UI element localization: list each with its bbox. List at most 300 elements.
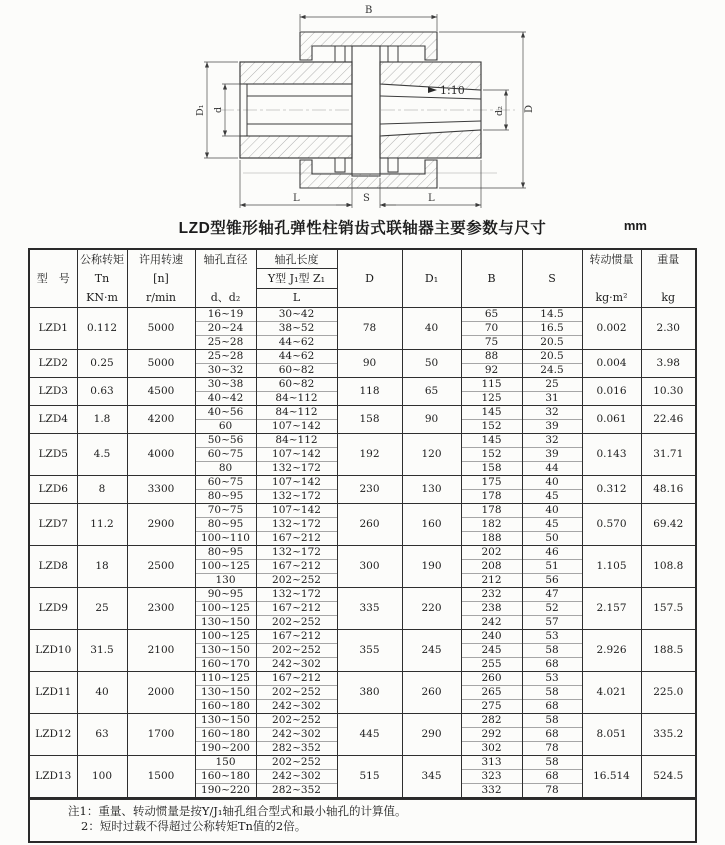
cell-S: 24.5: [522, 364, 582, 378]
note-2: 2：短时过载不得超过公称转矩Tn值的2倍。: [81, 819, 307, 833]
header-S: S: [522, 249, 582, 308]
cell-B: 332: [461, 784, 522, 799]
cell-model: LZD7: [29, 504, 77, 546]
cell-bore-diameter: 100~125: [195, 630, 256, 644]
cell-S: 14.5: [522, 308, 582, 322]
cell-inertia: 0.016: [582, 378, 641, 406]
cell-torque: 4.5: [77, 434, 127, 476]
header-inertia-line1: 转动惯量: [589, 253, 634, 266]
cell-model: LZD8: [29, 546, 77, 588]
cell-S: 58: [522, 686, 582, 700]
cell-bore-length: 132~172: [256, 588, 337, 602]
table-row: [29, 504, 696, 518]
cell-bore-diameter: 100~110: [195, 532, 256, 546]
header-speed-line2: [n]: [153, 272, 169, 285]
cell-bore-diameter: 60: [195, 420, 256, 434]
table-row: [29, 672, 696, 686]
coupling-section-drawing: [0, 0, 725, 212]
cell-S: 50: [522, 532, 582, 546]
cell-torque: 11.2: [77, 504, 127, 546]
cell-bore-diameter: 160~170: [195, 658, 256, 672]
note-1: 注1：重量、转动惯量是按Y/J₁轴孔组合型式和最小轴孔的计算值。: [68, 804, 407, 818]
header-bore-length: [256, 249, 337, 308]
cell-weight: 22.46: [641, 406, 696, 434]
cell-D: 78: [337, 308, 402, 350]
cell-bore-diameter: 70~75: [195, 504, 256, 518]
cell-B: 232: [461, 588, 522, 602]
table-row: [29, 588, 696, 602]
cell-D: 158: [337, 406, 402, 434]
cell-weight: 48.16: [641, 476, 696, 504]
cell-inertia: 0.143: [582, 434, 641, 476]
cell-speed: 1500: [127, 756, 195, 799]
cell-B: 70: [461, 322, 522, 336]
cell-bore-diameter: 190~200: [195, 742, 256, 756]
cell-bore-diameter: 16~19: [195, 308, 256, 322]
table-row: [29, 476, 696, 490]
spec-table: [28, 248, 697, 799]
table-header: [29, 249, 696, 308]
cell-bore-length: 242~302: [256, 700, 337, 714]
table-row: [29, 714, 696, 728]
header-torque-line1: 公称转矩: [80, 253, 124, 266]
table-row: [29, 630, 696, 644]
right-bore-keyline-top: [380, 96, 481, 99]
cell-S: 53: [522, 630, 582, 644]
cell-B: 238: [461, 602, 522, 616]
cell-D: 192: [337, 434, 402, 476]
cell-S: 52: [522, 602, 582, 616]
cell-torque: 1.8: [77, 406, 127, 434]
cell-bore-diameter: 150: [195, 756, 256, 770]
cell-B: 75: [461, 336, 522, 350]
cell-bore-length: 132~172: [256, 490, 337, 504]
cell-D1: 290: [402, 714, 461, 756]
cell-inertia: 0.312: [582, 476, 641, 504]
cell-bore-diameter: 160~180: [195, 700, 256, 714]
cell-weight: 188.5: [641, 630, 696, 672]
cell-bore-length: 167~212: [256, 630, 337, 644]
cell-speed: 5000: [127, 350, 195, 378]
header-speed: [127, 249, 195, 308]
cell-bore-diameter: 20~24: [195, 322, 256, 336]
cell-speed: 1700: [127, 714, 195, 756]
cell-S: 68: [522, 700, 582, 714]
cell-bore-diameter: 25~28: [195, 336, 256, 350]
cell-speed: 4500: [127, 378, 195, 406]
cell-B: 88: [461, 350, 522, 364]
cell-B: 92: [461, 364, 522, 378]
cell-speed: 2900: [127, 504, 195, 546]
cell-weight: 524.5: [641, 756, 696, 799]
cell-bore-diameter: 160~180: [195, 728, 256, 742]
cell-S: 51: [522, 560, 582, 574]
cell-S: 45: [522, 518, 582, 532]
header-bore-diameter: [195, 249, 256, 308]
pin-tail-left: [335, 158, 345, 172]
cell-bore-length: 44~62: [256, 336, 337, 350]
cell-D1: 50: [402, 350, 461, 378]
dim-L-left-label: L: [293, 193, 300, 204]
cell-inertia: 0.061: [582, 406, 641, 434]
cell-D1: 245: [402, 630, 461, 672]
cell-bore-length: 44~62: [256, 350, 337, 364]
cell-bore-diameter: 40~42: [195, 392, 256, 406]
header-torque: [77, 249, 127, 308]
cell-D: 335: [337, 588, 402, 630]
cell-S: 78: [522, 742, 582, 756]
cell-inertia: 8.051: [582, 714, 641, 756]
cell-D1: 220: [402, 588, 461, 630]
cell-S: 25: [522, 378, 582, 392]
dim-B-label: B: [365, 5, 373, 16]
cell-bore-length: 30~42: [256, 308, 337, 322]
cell-model: LZD11: [29, 672, 77, 714]
cell-B: 145: [461, 406, 522, 420]
cell-torque: 0.63: [77, 378, 127, 406]
cell-S: 58: [522, 756, 582, 770]
cell-torque: 0.25: [77, 350, 127, 378]
cell-D: 300: [337, 546, 402, 588]
cell-weight: 3.98: [641, 350, 696, 378]
header-speed-line1: 许用转速: [139, 253, 183, 266]
cell-B: 145: [461, 434, 522, 448]
cell-bore-length: 242~302: [256, 728, 337, 742]
cell-torque: 0.112: [77, 308, 127, 350]
table-row: [29, 756, 696, 770]
cell-bore-length: 132~172: [256, 462, 337, 476]
cell-bore-diameter: 100~125: [195, 560, 256, 574]
cell-bore-diameter: 60~75: [195, 476, 256, 490]
cell-S: 47: [522, 588, 582, 602]
cell-speed: 2100: [127, 630, 195, 672]
table-row: [29, 378, 696, 392]
cell-weight: 69.42: [641, 504, 696, 546]
right-hub-upper: [380, 62, 481, 90]
cell-bore-diameter: 130~150: [195, 616, 256, 630]
cell-torque: 8: [77, 476, 127, 504]
cell-bore-length: 202~252: [256, 756, 337, 770]
cell-B: 208: [461, 560, 522, 574]
cell-weight: 108.8: [641, 546, 696, 588]
dim-B: [300, 14, 437, 31]
cell-B: 188: [461, 532, 522, 546]
table-row: [29, 406, 696, 420]
cell-bore-diameter: 130~150: [195, 686, 256, 700]
pin-tail-right: [388, 158, 398, 172]
cell-torque: 63: [77, 714, 127, 756]
cell-B: 152: [461, 420, 522, 434]
cell-D1: 130: [402, 476, 461, 504]
left-hub-lower: [240, 136, 352, 158]
header-weight: [641, 249, 696, 308]
cell-weight: 335.2: [641, 714, 696, 756]
dim-D1-label: D₁: [195, 104, 206, 116]
cell-bore-length: 107~142: [256, 504, 337, 518]
cell-inertia: 2.926: [582, 630, 641, 672]
cell-bore-length: 202~252: [256, 644, 337, 658]
cell-S: 20.5: [522, 336, 582, 350]
header-torque-line2: Tn: [94, 272, 110, 285]
cell-bore-diameter: 80~95: [195, 518, 256, 532]
table-row: [29, 434, 696, 448]
cell-bore-diameter: 110~125: [195, 672, 256, 686]
cell-S: 68: [522, 770, 582, 784]
cell-bore-diameter: 190~220: [195, 784, 256, 799]
cell-inertia: 16.514: [582, 756, 641, 799]
elastic-pin-column: [352, 46, 380, 176]
cell-D: 355: [337, 630, 402, 672]
cell-bore-diameter: 160~180: [195, 770, 256, 784]
cell-torque: 40: [77, 672, 127, 714]
cell-B: 212: [461, 574, 522, 588]
cell-bore-length: 107~142: [256, 448, 337, 462]
cell-S: 40: [522, 476, 582, 490]
cell-S: 40: [522, 504, 582, 518]
cell-bore-diameter: 80~95: [195, 490, 256, 504]
cell-S: 58: [522, 714, 582, 728]
cell-bore-length: 282~352: [256, 742, 337, 756]
cell-inertia: 1.105: [582, 546, 641, 588]
cell-model: LZD3: [29, 378, 77, 406]
cell-S: 39: [522, 420, 582, 434]
cell-S: 39: [522, 448, 582, 462]
cell-S: 58: [522, 644, 582, 658]
cell-S: 44: [522, 462, 582, 476]
cell-B: 115: [461, 378, 522, 392]
cell-D1: 190: [402, 546, 461, 588]
right-hub-lower: [380, 130, 481, 158]
cell-inertia: 0.002: [582, 308, 641, 350]
cell-bore-length: 167~212: [256, 602, 337, 616]
cell-B: 65: [461, 308, 522, 322]
cell-D: 230: [337, 476, 402, 504]
header-D1: D₁: [402, 249, 461, 308]
cell-S: 20.5: [522, 350, 582, 364]
cell-bore-diameter: 90~95: [195, 588, 256, 602]
cell-model: LZD9: [29, 588, 77, 630]
taper-label: 1:10: [440, 84, 465, 97]
cell-bore-length: 167~212: [256, 672, 337, 686]
cell-model: LZD12: [29, 714, 77, 756]
cell-B: 242: [461, 616, 522, 630]
cell-bore-diameter: 60~75: [195, 448, 256, 462]
cell-bore-length: 38~52: [256, 322, 337, 336]
header-bore-diameter-line2: [196, 269, 256, 288]
header-model: 型 号: [29, 249, 77, 308]
cell-B: 182: [461, 518, 522, 532]
cell-D: 260: [337, 504, 402, 546]
cell-bore-length: 202~252: [256, 686, 337, 700]
cell-B: 178: [461, 504, 522, 518]
cell-bore-length: 107~142: [256, 420, 337, 434]
cell-model: LZD10: [29, 630, 77, 672]
right-bore-keyline-bottom: [380, 121, 481, 124]
table-body: [29, 308, 696, 799]
cell-B: 313: [461, 756, 522, 770]
cell-inertia: 0.570: [582, 504, 641, 546]
cell-speed: 2300: [127, 588, 195, 630]
cell-speed: 4200: [127, 406, 195, 434]
header-B: B: [461, 249, 522, 308]
cell-S: 31: [522, 392, 582, 406]
cell-D: 515: [337, 756, 402, 799]
cell-bore-diameter: 80: [195, 462, 256, 476]
cell-model: LZD2: [29, 350, 77, 378]
cell-weight: 10.30: [641, 378, 696, 406]
cell-B: 292: [461, 728, 522, 742]
cell-D: 380: [337, 672, 402, 714]
cell-B: 323: [461, 770, 522, 784]
header-bore-diameter-line1: 轴孔直径: [203, 253, 248, 266]
cell-B: 125: [461, 392, 522, 406]
cell-model: LZD5: [29, 434, 77, 476]
cell-S: 46: [522, 546, 582, 560]
header-bore-length-line2: Y型 J₁型 Z₁: [257, 268, 337, 287]
cell-D1: 160: [402, 504, 461, 546]
cell-B: 255: [461, 658, 522, 672]
cell-inertia: 2.157: [582, 588, 641, 630]
cell-bore-length: 60~82: [256, 378, 337, 392]
pin-head-right: [388, 46, 398, 62]
header-inertia-line2: [583, 269, 641, 288]
cell-S: 32: [522, 434, 582, 448]
cell-bore-length: 242~302: [256, 770, 337, 784]
cell-D1: 120: [402, 434, 461, 476]
cell-D1: 345: [402, 756, 461, 799]
cell-D: 445: [337, 714, 402, 756]
cell-bore-length: 60~82: [256, 364, 337, 378]
cell-bore-length: 282~352: [256, 784, 337, 799]
title-row: [0, 216, 725, 242]
cell-S: 56: [522, 574, 582, 588]
header-bore-diameter-line3: d、d₂: [210, 291, 241, 304]
cell-model: LZD13: [29, 756, 77, 799]
cell-B: 152: [461, 448, 522, 462]
cell-weight: 2.30: [641, 308, 696, 350]
cell-bore-diameter: 50~56: [195, 434, 256, 448]
cell-inertia: 4.021: [582, 672, 641, 714]
header-inertia-line3: kg·m²: [595, 291, 628, 304]
dim-S-label: S: [363, 193, 370, 204]
cell-bore-length: 202~252: [256, 714, 337, 728]
cell-speed: 4000: [127, 434, 195, 476]
cell-bore-diameter: 130~150: [195, 644, 256, 658]
cell-weight: 225.0: [641, 672, 696, 714]
cell-D1: 40: [402, 308, 461, 350]
cell-bore-length: 167~212: [256, 532, 337, 546]
cell-B: 240: [461, 630, 522, 644]
dim-d-label: d: [213, 106, 224, 113]
cell-torque: 31.5: [77, 630, 127, 672]
cell-inertia: 0.004: [582, 350, 641, 378]
cell-B: 202: [461, 546, 522, 560]
cell-torque: 25: [77, 588, 127, 630]
cell-bore-length: 132~172: [256, 546, 337, 560]
table-row: [29, 546, 696, 560]
cell-speed: 3300: [127, 476, 195, 504]
dim-L-right-label: L: [428, 193, 435, 204]
notes-block: [28, 799, 697, 843]
cell-weight: 31.71: [641, 434, 696, 476]
cell-bore-diameter: 25~28: [195, 350, 256, 364]
cell-D1: 90: [402, 406, 461, 434]
cell-D: 118: [337, 378, 402, 406]
unit-label: mm: [623, 218, 647, 233]
header-bore-length-line1: 轴孔长度: [274, 252, 319, 266]
cell-speed: 5000: [127, 308, 195, 350]
cell-B: 265: [461, 686, 522, 700]
cell-bore-length: 84~112: [256, 406, 337, 420]
cell-speed: 2500: [127, 546, 195, 588]
cell-speed: 2000: [127, 672, 195, 714]
cell-B: 175: [461, 476, 522, 490]
header-torque-line3: KN·m: [86, 291, 118, 304]
header-weight-line3: kg: [661, 291, 676, 304]
header-D: D: [337, 249, 402, 308]
cell-B: 302: [461, 742, 522, 756]
cell-bore-length: 84~112: [256, 434, 337, 448]
dim-d2-label: d₂: [494, 106, 505, 116]
cell-bore-length: 84~112: [256, 392, 337, 406]
cell-D1: 65: [402, 378, 461, 406]
cell-bore-length: 107~142: [256, 476, 337, 490]
table-row: [29, 308, 696, 322]
cell-S: 45: [522, 490, 582, 504]
header-inertia: [582, 249, 641, 308]
cell-torque: 18: [77, 546, 127, 588]
header-weight-line2: [642, 269, 696, 288]
cell-S: 16.5: [522, 322, 582, 336]
taper-arrow-icon: [428, 87, 437, 93]
cell-S: 78: [522, 784, 582, 799]
cell-B: 275: [461, 700, 522, 714]
left-hub-upper: [240, 62, 352, 84]
cell-B: 178: [461, 490, 522, 504]
page-title: LZD型锥形轴孔弹性柱销齿式联轴器主要参数与尺寸: [178, 220, 547, 237]
table-row: [29, 350, 696, 364]
cell-bore-length: 242~302: [256, 658, 337, 672]
cell-torque: 100: [77, 756, 127, 799]
cell-S: 68: [522, 658, 582, 672]
cell-B: 282: [461, 714, 522, 728]
cell-B: 158: [461, 462, 522, 476]
dim-D-label: D: [524, 104, 535, 113]
cell-bore-diameter: 130: [195, 574, 256, 588]
cell-bore-length: 167~212: [256, 560, 337, 574]
cell-model: LZD6: [29, 476, 77, 504]
cell-D1: 260: [402, 672, 461, 714]
cell-model: LZD4: [29, 406, 77, 434]
cell-bore-diameter: 40~56: [195, 406, 256, 420]
cell-bore-diameter: 130~150: [195, 714, 256, 728]
cell-S: 57: [522, 616, 582, 630]
pin-head-left: [335, 46, 345, 62]
cell-B: 260: [461, 672, 522, 686]
cell-S: 68: [522, 728, 582, 742]
cell-model: LZD1: [29, 308, 77, 350]
cell-D: 90: [337, 350, 402, 378]
cell-bore-diameter: 80~95: [195, 546, 256, 560]
cell-bore-length: 202~252: [256, 574, 337, 588]
header-weight-line1: 重量: [657, 253, 680, 266]
cell-weight: 157.5: [641, 588, 696, 630]
cell-bore-length: 202~252: [256, 616, 337, 630]
cell-S: 32: [522, 406, 582, 420]
cell-bore-length: 132~172: [256, 518, 337, 532]
cell-bore-diameter: 100~125: [195, 602, 256, 616]
cell-B: 245: [461, 644, 522, 658]
